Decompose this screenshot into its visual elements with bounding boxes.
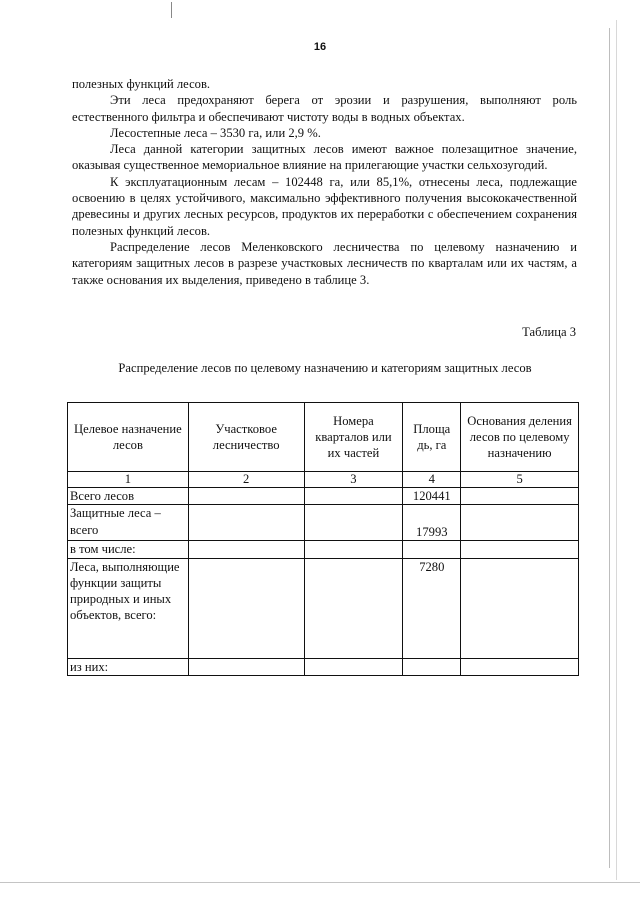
cell-area bbox=[403, 658, 461, 675]
cell-empty bbox=[461, 505, 579, 541]
row-label: в том числе: bbox=[68, 541, 189, 558]
paragraph: К эксплуатационным лесам – 102448 га, или 85,1%, отнесены леса, подлежащие освоению в целях устойчивого, максимально эффективного получения высококачественной древесины и других лесных ресурсов, продуктов их переработки с обеспечением сохранения полезных функций лесов. bbox=[72, 174, 577, 238]
column-header: Участковое лесничество bbox=[188, 403, 304, 472]
table-row bbox=[68, 488, 579, 505]
cell-area: 120441 bbox=[403, 488, 461, 505]
table-row bbox=[68, 658, 579, 675]
cell-empty bbox=[304, 488, 403, 505]
page-edge-bottom bbox=[0, 882, 640, 883]
column-header: Целевое назначение лесов bbox=[68, 403, 189, 472]
table-header-row bbox=[68, 403, 579, 472]
column-header: Основания деления лесов по целевому назначению bbox=[461, 403, 579, 472]
table-caption: Распределение лесов по целевому назначению и категориям защитных лесов bbox=[118, 361, 532, 375]
cell-empty bbox=[461, 658, 579, 675]
column-header: Номера кварталов или их частей bbox=[304, 403, 403, 472]
cell-empty bbox=[461, 541, 579, 558]
paragraph: Эти леса предохраняют берега от эрозии и разрушения, выполняют роль естественного фильтра и обеспечивают чистоту воды в водных объектах. bbox=[72, 93, 577, 124]
cell-empty bbox=[188, 505, 304, 541]
cell-empty bbox=[304, 658, 403, 675]
column-number: 3 bbox=[304, 472, 403, 488]
column-number: 4 bbox=[403, 472, 461, 488]
body-text bbox=[72, 76, 577, 288]
paragraph: Распределение лесов Меленковского лесничества по целевому назначению и категориям защитных лесов в разрезе участковых лесничеств по кварталам или их частям, а также основания их выделения, приведено в таблице 3. bbox=[72, 239, 577, 287]
column-number: 1 bbox=[68, 472, 189, 488]
cell-empty bbox=[304, 505, 403, 541]
column-number: 2 bbox=[188, 472, 304, 488]
paragraph: полезных функций лесов. bbox=[72, 77, 211, 91]
paragraph: Леса данной категории защитных лесов имеют важное полезащитное значение, оказывая существенное мемориальное влияние на прилегающие участки сельхозугодий. bbox=[72, 142, 577, 173]
table-label: Таблица 3 bbox=[522, 325, 576, 339]
cell-empty bbox=[188, 658, 304, 675]
row-label: Леса, выполняющие функции защиты природных и иных объектов, всего: bbox=[68, 558, 189, 658]
cell-empty bbox=[304, 541, 403, 558]
paragraph: Лесостепные леса – 3530 га, или 2,9 %. bbox=[110, 125, 321, 140]
column-header: Площа дь, га bbox=[403, 403, 461, 472]
cell-empty bbox=[188, 488, 304, 505]
column-number: 5 bbox=[461, 472, 579, 488]
cell-empty bbox=[461, 558, 579, 658]
cell-empty bbox=[304, 558, 403, 658]
cell-area: 7280 bbox=[403, 558, 461, 658]
cell-area: 17993 bbox=[403, 505, 461, 541]
cell-area bbox=[403, 541, 461, 558]
scan-artifact-mark bbox=[171, 2, 172, 18]
cell-empty bbox=[461, 488, 579, 505]
cell-empty bbox=[188, 541, 304, 558]
row-label: из них: bbox=[68, 658, 189, 675]
row-label: Всего лесов bbox=[68, 488, 189, 505]
row-label: Защитные леса – всего bbox=[68, 505, 189, 541]
column-number-row bbox=[68, 472, 579, 488]
page-edge-right-outer bbox=[616, 20, 617, 880]
table-row bbox=[68, 558, 579, 658]
table-row bbox=[68, 541, 579, 558]
cell-empty bbox=[188, 558, 304, 658]
page-edge-right bbox=[609, 28, 610, 868]
forest-distribution-table bbox=[67, 402, 579, 676]
page-number: 16 bbox=[313, 41, 327, 53]
table-row bbox=[68, 505, 579, 541]
